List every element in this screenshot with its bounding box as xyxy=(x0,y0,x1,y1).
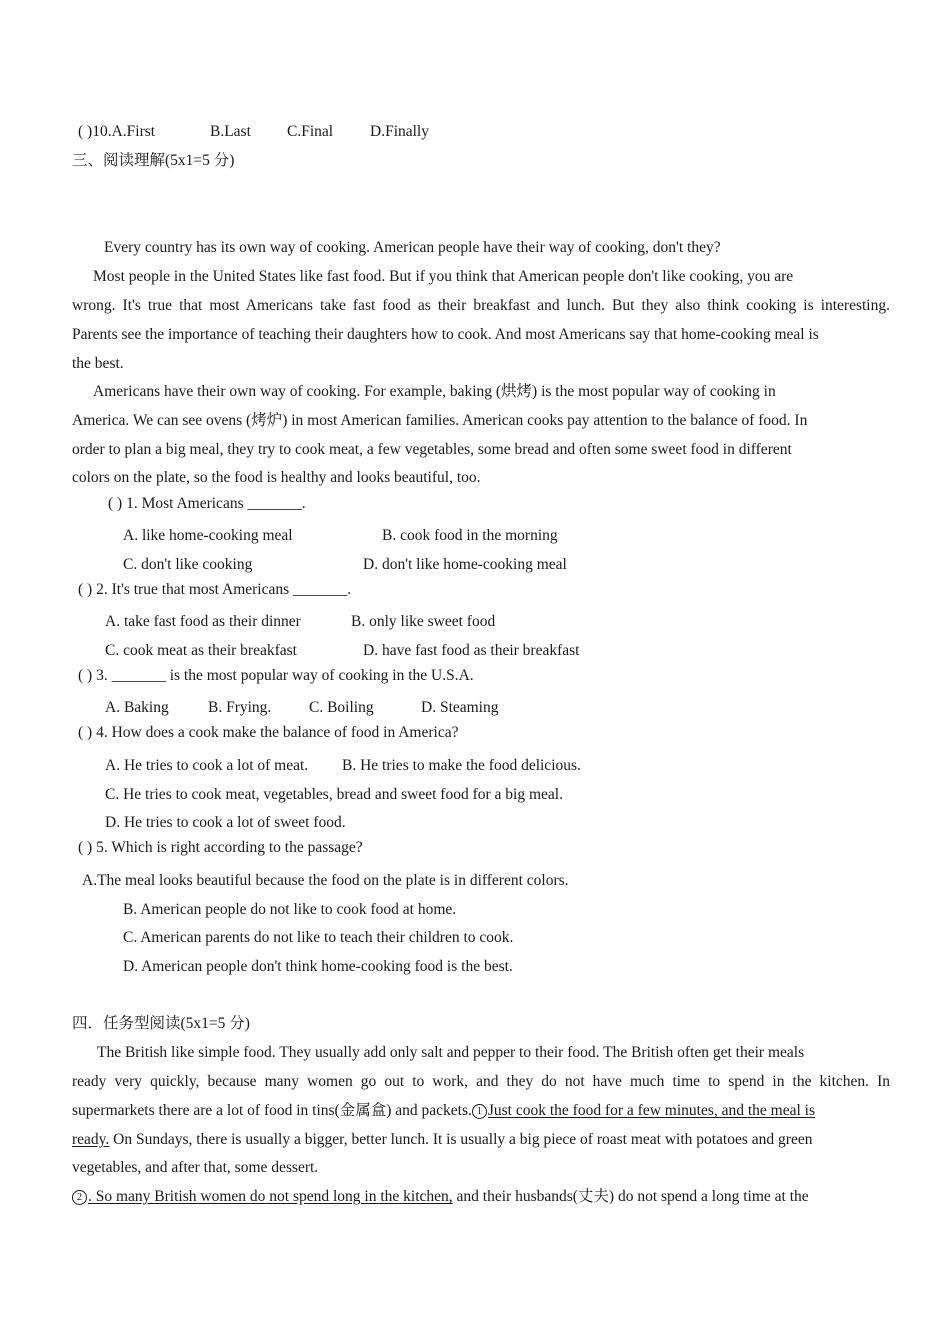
answer-bracket: ( ) xyxy=(78,123,93,140)
question-2-option-a: A. take fast food as their dinner xyxy=(105,613,301,630)
task-passage-line-2: ready very quickly, because many women go out to work, and they do not have much time to spend in the kitchen. In xyxy=(72,1073,890,1090)
question-5-option-c: C. American parents do not like to teach their children to cook. xyxy=(123,929,514,946)
question-2-stem: ( ) 2. It's true that most Americans _______. xyxy=(78,581,352,598)
task-passage-line-4 xyxy=(72,1130,812,1150)
passage-paragraph-3-line-4: colors on the plate, so the food is healthy and looks beautiful, too. xyxy=(72,469,481,486)
question-1-stem: ( ) 1. Most Americans _______. xyxy=(108,495,306,512)
option-c: C.Final xyxy=(287,123,334,140)
passage-paragraph-2-line-3: Parents see the importance of teaching their daughters how to cook. And most Americans say that home-cooking meal is xyxy=(72,326,819,343)
question-1-option-a: A. like home-cooking meal xyxy=(123,527,293,544)
underlined-sentence-2-text: . So many British women do not spend long in the kitchen, xyxy=(88,1188,453,1205)
passage-paragraph-3-line-1: Americans have their own way of cooking. For example, baking (烘烤) is the most popular way of cooking in xyxy=(93,383,776,400)
circled-number-1-icon: 1 xyxy=(472,1104,487,1119)
question-2-option-c: C. cook meat as their breakfast xyxy=(105,642,297,659)
question-3-option-b: B. Frying. xyxy=(208,699,272,716)
question-number: 10. xyxy=(92,123,112,140)
option-d: D.Finally xyxy=(370,123,429,140)
question-3-option-a: A. Baking xyxy=(105,699,169,716)
passage-paragraph-2-line-2: wrong. It's true that most Americans take fast food as their breakfast and lunch. But they also think cooking is interesting. xyxy=(72,297,890,314)
question-5-option-a: A.The meal looks beautiful because the food on the plate is in different colors. xyxy=(82,872,569,889)
task-passage-line-6-text: and their husbands(丈夫) do not spend a long time at the xyxy=(452,1188,809,1205)
question-4-option-d: D. He tries to cook a lot of sweet food. xyxy=(105,814,346,831)
task-passage-line-4-text: On Sundays, there is usually a bigger, better lunch. It is usually a big piece of roast meat with potatoes and green xyxy=(109,1131,813,1148)
section-3-title: 三、阅读理解(5x1=5 分) xyxy=(72,152,235,169)
question-1-option-b: B. cook food in the morning xyxy=(382,527,558,544)
question-5-option-d: D. American people don't think home-cooking food is the best. xyxy=(123,958,513,975)
option-a: A.First xyxy=(111,123,156,140)
question-4-option-b: B. He tries to make the food delicious. xyxy=(342,757,581,774)
passage-paragraph-2-line-4: the best. xyxy=(72,355,124,372)
question-10 xyxy=(78,122,155,142)
underlined-sentence-1: Just cook the food for a few minutes, and the meal is xyxy=(487,1102,816,1119)
passage-paragraph-3-line-2: America. We can see ovens (烤炉) in most American families. American cooks pay attention to the balance of food. In xyxy=(72,412,808,429)
task-passage-line-3 xyxy=(72,1101,815,1121)
question-5-option-b: B. American people do not like to cook food at home. xyxy=(123,901,457,918)
question-1-option-d: D. don't like home-cooking meal xyxy=(363,556,567,573)
task-passage-line-1: The British like simple food. They usually add only salt and pepper to their food. The British often get their meals xyxy=(97,1044,805,1061)
passage-paragraph-1: Every country has its own way of cooking. American people have their way of cooking, don't they? xyxy=(104,239,721,256)
question-3-option-d: D. Steaming xyxy=(421,699,499,716)
question-3-stem: ( ) 3. _______ is the most popular way of cooking in the U.S.A. xyxy=(78,667,474,684)
underlined-sentence-2 xyxy=(72,1188,453,1205)
underlined-sentence-1-end: ready. xyxy=(72,1131,110,1148)
question-5-stem: ( ) 5. Which is right according to the passage? xyxy=(78,839,363,856)
task-passage-line-5: vegetables, and after that, some dessert. xyxy=(72,1159,319,1176)
question-2-option-b: B. only like sweet food xyxy=(351,613,496,630)
circled-number-2-icon: 2 xyxy=(72,1190,87,1205)
question-4-option-c: C. He tries to cook meat, vegetables, bread and sweet food for a big meal. xyxy=(105,786,563,803)
task-passage-line-6 xyxy=(72,1187,809,1207)
question-2-option-d: D. have fast food as their breakfast xyxy=(363,642,580,659)
passage-paragraph-2-line-1: Most people in the United States like fast food. But if you think that American people don't like cooking, you are xyxy=(93,268,794,285)
question-4-option-a: A. He tries to cook a lot of meat. xyxy=(105,757,309,774)
section-4-title: 四．任务型阅读(5x1=5 分) xyxy=(72,1015,250,1032)
question-1-option-c: C. don't like cooking xyxy=(123,556,253,573)
option-b: B.Last xyxy=(210,123,251,140)
passage-paragraph-3-line-3: order to plan a big meal, they try to cook meat, a few vegetables, some bread and often some sweet food in different xyxy=(72,441,792,458)
question-3-option-c: C. Boiling xyxy=(309,699,374,716)
question-4-stem: ( ) 4. How does a cook make the balance of food in America? xyxy=(78,724,459,741)
task-passage-line-3-text: supermarkets there are a lot of food in tins(金属盒) and packets. xyxy=(72,1102,472,1119)
